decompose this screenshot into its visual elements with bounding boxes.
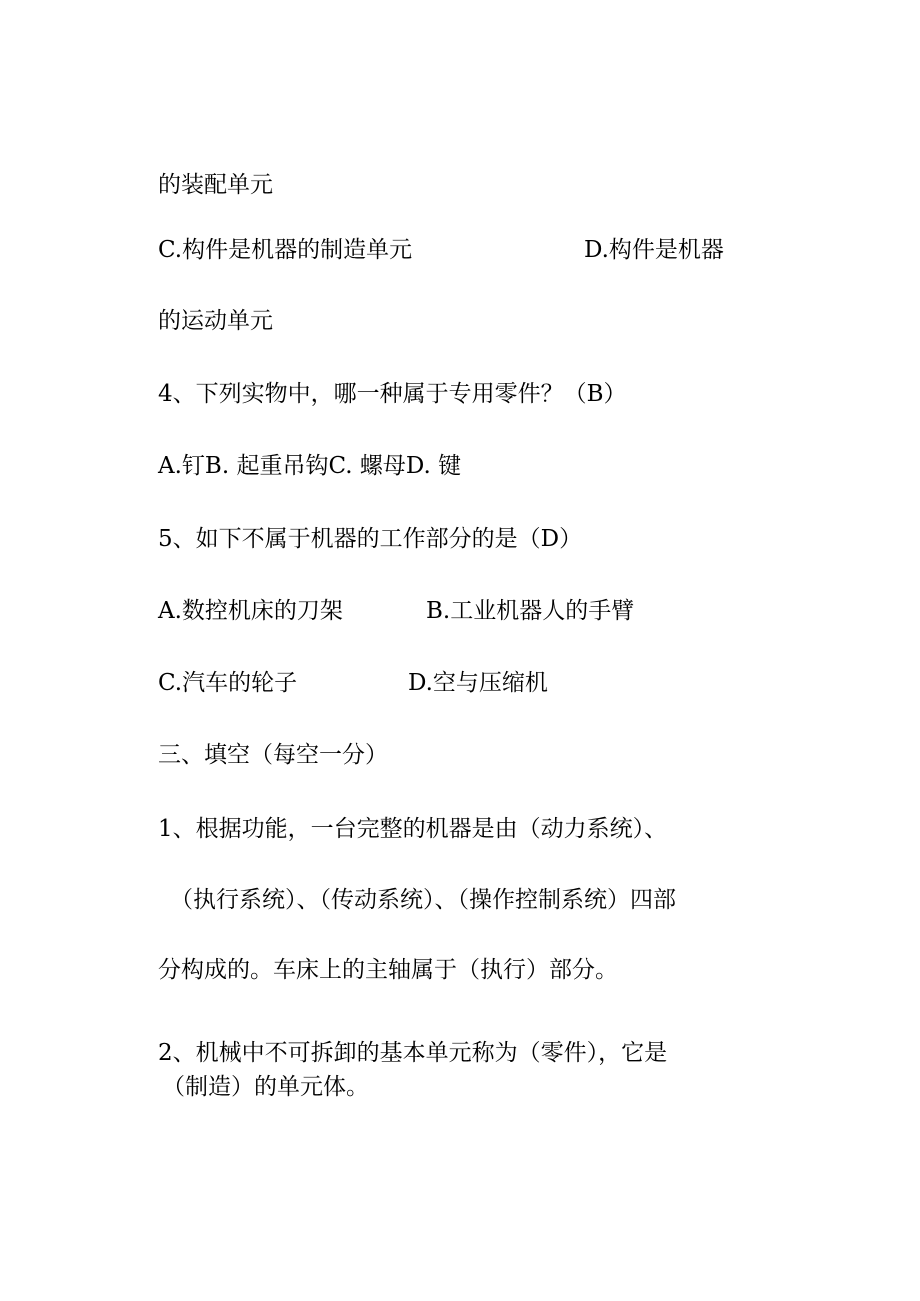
option-b: B.工业机器人的手臂 bbox=[426, 598, 635, 624]
question-4: 4、下列实物中，哪一种属于专用零件？（B） bbox=[158, 381, 627, 407]
fill-blank-1: 1、根据功能，一台完整的机器是由（动力系统）、 bbox=[158, 816, 668, 842]
option-a: A.数控机床的刀架 bbox=[158, 598, 343, 624]
option-c: C.构件是机器的制造单元 bbox=[158, 237, 413, 263]
fill-blank-1-cont: 分构成的。车床上的主轴属于（执行）部分。 bbox=[158, 957, 618, 983]
fill-blank-2-cont: （制造）的单元体。 bbox=[162, 1074, 369, 1100]
option-d: D.空与压缩机 bbox=[408, 670, 548, 696]
option-d: D.构件是机器 bbox=[584, 237, 724, 263]
section-heading: 三、填空（每空一分） bbox=[158, 742, 388, 768]
text-line: 的装配单元 bbox=[158, 172, 273, 198]
fill-blank-1-cont: （执行系统）、（传动系统）、（操作控制系统）四部 bbox=[170, 887, 676, 913]
option-c: C.汽车的轮子 bbox=[158, 670, 298, 696]
fill-blank-2: 2、机械中不可拆卸的基本单元称为（零件），它是 bbox=[158, 1040, 668, 1066]
text-line: 的运动单元 bbox=[158, 308, 273, 334]
question-5: 5、如下不属于机器的工作部分的是（D） bbox=[158, 526, 583, 552]
question-4-options: A.钉B. 起重吊钩C. 螺母D. 键 bbox=[158, 453, 462, 479]
